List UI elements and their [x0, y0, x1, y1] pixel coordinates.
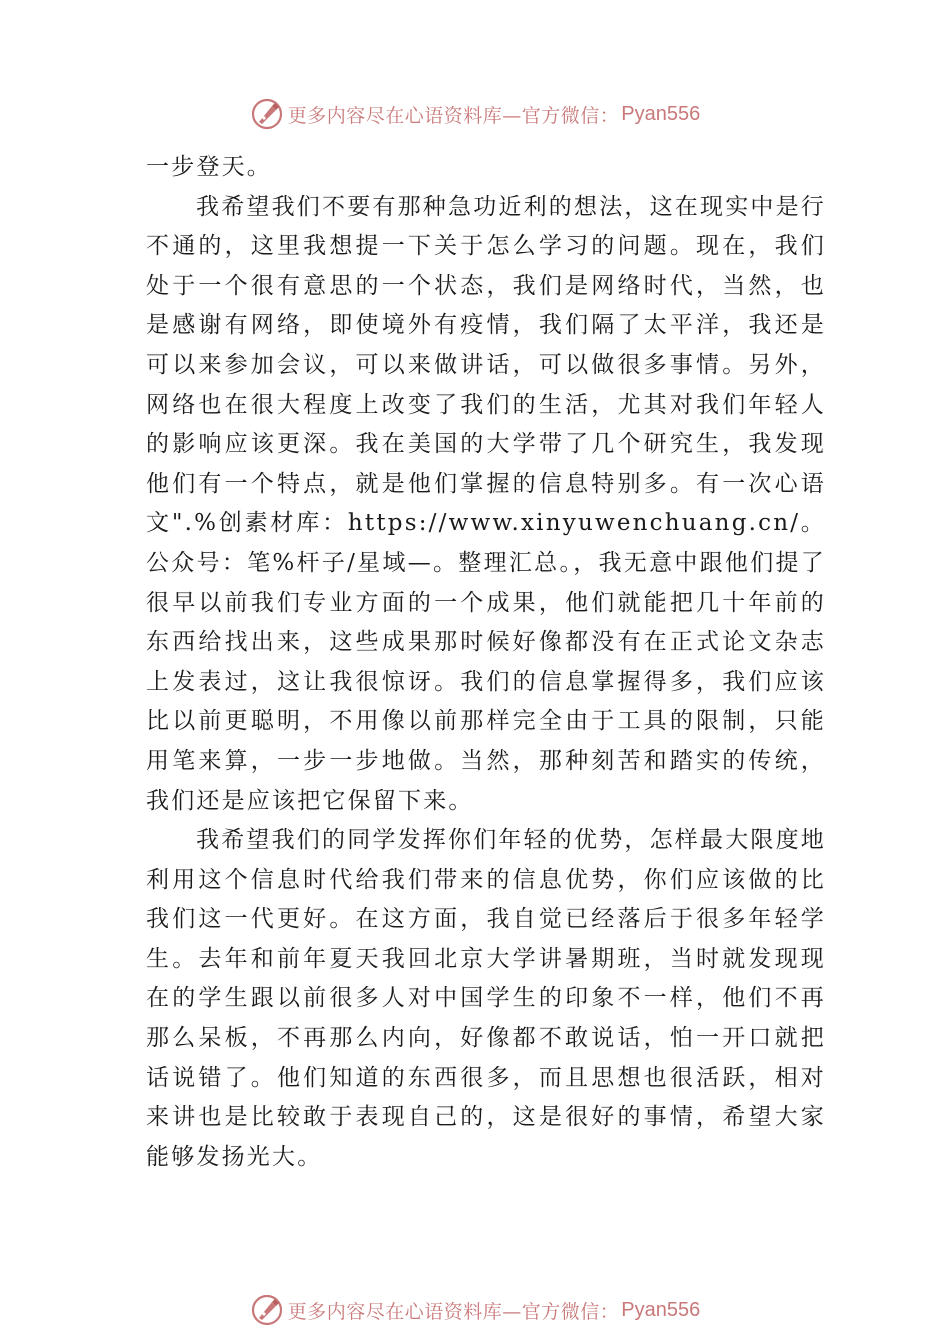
- document-body: [146, 148, 826, 1177]
- footer-wechat-id: Pyan556: [621, 1298, 701, 1321]
- footer-banner-text: 更多内容尽在心语资料库—官方微信：: [287, 1300, 620, 1323]
- paragraph-students: 我希望我们的同学发挥你们年轻的优势，怎样最大限度地利用这个信息时代给我们带来的信息优势，你们应该做的比我们这一代更好。在这方面，我自觉已经落后于很多年轻学生。去年和前年夏天我回北京大学讲暑期班，当时就发现现在的学生跟以前很多人对中国学生的印象不一样，他们不再那么呆板，不再那么内向，好像都不敢说话，怕一开口就把话说错了。他们知道的东西很多，而且思想也很活跃，相对来讲也是比较敢于表现自己的，这是很好的事情，希望大家能够发扬光大。: [146, 827, 826, 1170]
- header-wechat-id: Pyan556: [621, 102, 701, 125]
- paragraph-continuation: 一步登天。: [146, 154, 272, 180]
- footer-banner: [0, 1290, 950, 1330]
- pen-nib-logo-icon: [250, 1293, 284, 1327]
- header-banner: [0, 94, 950, 134]
- header-banner-text: 更多内容尽在心语资料库—官方微信：: [287, 104, 620, 127]
- paragraph-learning: 我希望我们不要有那种急功近利的想法，这在现实中是行不通的，这里我想提一下关于怎么学习的问题。现在，我们处于一个很有意思的一个状态，我们是网络时代，当然，也是感谢有网络，即使境外有疫情，我们隔了太平洋，我还是可以来参加会议，可以来做讲话，可以做很多事情。另外， 网络也在很大程度上改变了我们的生活，尤其对我们年轻人的影响应该更深。我在美国的大学带了几个研究生，我发现他们有一个特点，就是他们掌握的信息特别多。有一次心语文".%创素材库：https://www.xinyuwenchuang.cn/。公众号：笔%杆子/星域—。整理汇总。，我无意中跟他们提了很早以前我们专业方面的一个成果，他们就能把几十年前的东西给找出来，这些成果那时候好像都没有在正式论文杂志上发表过，这让我很惊讶。我们的信息掌握得多，我们应该比以前更聪明，不用像以前那样完全由于工具的限制，只能用笔来算，一步一步地做。当然，那种刻苦和踏实的传统，我们还是应该把它保留下来。: [146, 193, 826, 814]
- pen-nib-logo-icon: [250, 97, 284, 131]
